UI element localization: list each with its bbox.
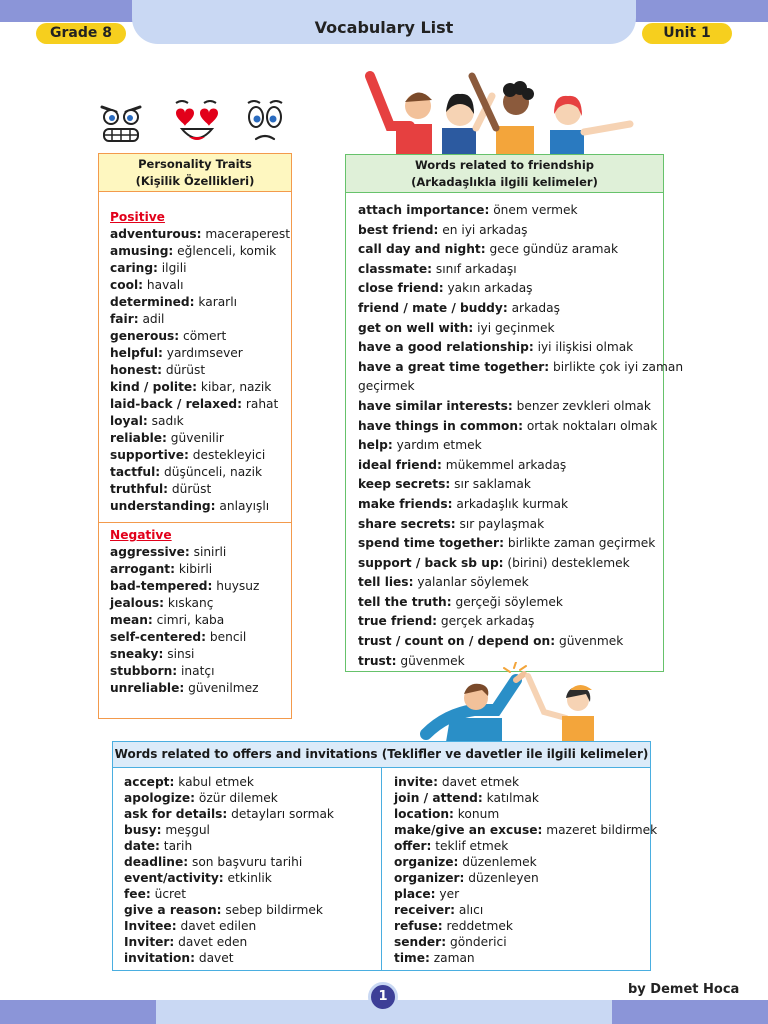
vocab-meaning: alıcı: [455, 903, 484, 917]
vocab-entry: [358, 299, 663, 319]
vocab-meaning: sinsi: [163, 647, 195, 661]
vocab-entry: [358, 377, 663, 397]
vocab-meaning: anlayışlı: [215, 499, 270, 513]
vocab-term: have things in common:: [358, 418, 523, 433]
vocab-term: attach importance:: [358, 203, 490, 217]
offers-right-column: [394, 774, 657, 966]
vocab-entry: [358, 260, 663, 280]
vocab-term: reliable:: [110, 431, 167, 445]
vocab-meaning: ortak noktaları olmak: [522, 418, 658, 433]
vocab-entry: [124, 790, 334, 806]
vocab-entry: [394, 918, 657, 934]
vocab-entry: [394, 950, 657, 966]
vocab-term: amusing:: [110, 244, 174, 258]
vocab-meaning: güvenilmez: [184, 681, 259, 695]
vocab-entry: [110, 544, 291, 561]
vocab-meaning: destekleyici: [188, 448, 266, 462]
vocab-term: fair:: [110, 312, 139, 326]
vocab-meaning: ücret: [150, 887, 187, 901]
vocab-entry: [358, 475, 663, 495]
friendship-words-list: [346, 193, 684, 671]
friendship-subtitle: (Arkadaşlıkla ilgili kelimeler): [411, 175, 598, 189]
vocab-meaning: sınıf arkadaşı: [432, 261, 517, 276]
vocab-meaning: sır paylaşmak: [455, 516, 545, 531]
offers-left-column: [124, 774, 334, 966]
vocab-entry: [124, 870, 334, 886]
unit-badge: Unit 1: [642, 23, 732, 44]
vocab-term: honest:: [110, 363, 162, 377]
vocab-entry: [358, 201, 663, 221]
vocab-term: generous:: [110, 329, 180, 343]
vocab-term: receiver:: [394, 903, 456, 917]
vocab-entry: [358, 279, 663, 299]
author-credit: by Demet Hoca: [628, 982, 740, 997]
vocab-entry: [110, 328, 291, 345]
personality-traits-heading: [99, 154, 291, 192]
vocab-term: date:: [124, 839, 160, 853]
vocab-term: tell lies:: [358, 575, 414, 590]
vocab-meaning: sebep bildirmek: [221, 903, 323, 917]
vocab-term: aggressive:: [110, 545, 190, 559]
vocab-entry: [110, 680, 291, 697]
vocab-entry: [358, 534, 663, 554]
vocab-entry: [110, 629, 291, 646]
vocab-term: friend / mate / buddy:: [358, 300, 508, 315]
vocab-meaning: güvenilir: [166, 431, 224, 445]
vocab-term: get on well with:: [358, 320, 474, 335]
vocab-term: loyal:: [110, 414, 148, 428]
vocab-term: unreliable:: [110, 681, 185, 695]
friendship-words-box: [345, 154, 684, 672]
vocab-term: helpful:: [110, 346, 163, 360]
vocab-entry: [110, 345, 291, 362]
vocab-term: supportive:: [110, 448, 189, 462]
negative-traits-list: [110, 544, 291, 697]
vocab-entry: [110, 578, 291, 595]
vocab-entry: [124, 934, 334, 950]
vocab-term: apologize:: [124, 791, 196, 805]
vocab-term: tactful:: [110, 465, 161, 479]
vocab-entry: [110, 447, 291, 464]
love-face-icon: [176, 101, 218, 140]
vocab-entry: [358, 436, 663, 456]
vocab-entry: [110, 430, 291, 447]
vocab-entry: [358, 632, 663, 652]
vocab-meaning: ilgili: [157, 261, 187, 275]
vocab-term: make/give an excuse:: [394, 823, 543, 837]
vocab-entry: [358, 554, 663, 574]
vocab-meaning: gerçek arkadaş: [437, 614, 535, 629]
personality-traits-subtitle: (Kişilik Özellikleri): [135, 174, 255, 188]
vocab-term: trust / count on / depend on:: [358, 634, 556, 649]
vocab-term: mean:: [110, 613, 153, 627]
vocab-entry: [358, 573, 663, 593]
vocab-meaning: cömert: [179, 329, 227, 343]
vocab-term: laid-back / relaxed:: [110, 397, 242, 411]
vocab-term: classmate:: [358, 261, 433, 276]
vocab-meaning: rahat: [241, 397, 279, 411]
vocab-meaning: inatçı: [177, 664, 215, 678]
offers-heading: Words related to offers and invitations (Teklifler ve davetler ile ilgili kelimeler): [113, 742, 650, 768]
vocab-entry: [394, 934, 657, 950]
vocab-meaning: yakın arkadaş: [443, 281, 533, 296]
vocab-entry: [358, 338, 663, 358]
vocab-term: support / back sb up:: [358, 555, 504, 570]
negative-label: Negative: [110, 528, 172, 542]
vocab-meaning: güvenmek: [555, 634, 624, 649]
vocab-entry: [110, 294, 291, 311]
vocab-term: cool:: [110, 278, 144, 292]
vocab-meaning: gönderici: [446, 935, 507, 949]
vocab-meaning: mükemmel arkadaş: [441, 457, 567, 472]
vocab-meaning: zaman: [429, 951, 475, 965]
vocab-entry: [394, 838, 657, 854]
friendship-title: Words related to friendship: [414, 158, 595, 172]
vocab-meaning: huysuz: [212, 579, 260, 593]
vocab-term: share secrets:: [358, 516, 456, 531]
vocab-meaning: mazeret bildirmek: [542, 823, 658, 837]
vocab-meaning: birlikte zaman geçirmek: [503, 536, 656, 551]
vocab-meaning: önem vermek: [489, 203, 578, 217]
vocab-entry: [110, 379, 291, 396]
vocab-entry: [124, 886, 334, 902]
vocab-term: Inviter:: [124, 935, 175, 949]
personality-traits-title: Personality Traits: [138, 157, 252, 171]
vocab-meaning: kibar, nazik: [197, 380, 272, 394]
vocab-entry: [394, 774, 657, 790]
vocab-term: sneaky:: [110, 647, 164, 661]
vocab-term: organize:: [394, 855, 459, 869]
positive-traits-list: [110, 226, 291, 515]
column-divider: [381, 768, 382, 971]
personality-traits-box: [98, 153, 292, 719]
vocab-term: sender:: [394, 935, 447, 949]
vocab-term: trust:: [358, 653, 397, 668]
vocab-meaning: reddetmek: [442, 919, 513, 933]
vocab-entry: [124, 918, 334, 934]
vocab-term: understanding:: [110, 499, 216, 513]
vocab-term: join / attend:: [394, 791, 483, 805]
vocab-term: ask for details:: [124, 807, 228, 821]
vocab-term: adventurous:: [110, 227, 202, 241]
vocab-meaning: davet edilen: [176, 919, 257, 933]
vocab-meaning: yardımsever: [162, 346, 243, 360]
vocab-entry: [110, 464, 291, 481]
vocab-meaning: yalanlar söylemek: [413, 575, 529, 590]
vocab-meaning: arkadaşlık kurmak: [452, 496, 569, 511]
vocab-entry: [358, 417, 663, 437]
vocab-meaning: güvenmek: [396, 653, 465, 668]
vocab-meaning: yardım etmek: [392, 438, 482, 453]
surprised-face-icon: [248, 101, 282, 139]
vocab-entry: [358, 319, 663, 339]
vocab-entry: [110, 561, 291, 578]
vocab-term: true friend:: [358, 614, 438, 629]
vocab-term: self-centered:: [110, 630, 206, 644]
vocab-entry: [124, 950, 334, 966]
vocab-meaning: iyi geçinmek: [473, 320, 555, 335]
divider: [99, 522, 292, 523]
vocab-entry: [394, 902, 657, 918]
vocab-meaning: birlikte çok iyi zaman: [549, 359, 684, 374]
vocab-meaning: meşgul: [161, 823, 210, 837]
vocab-entry: [110, 226, 291, 243]
vocab-meaning: sinirli: [189, 545, 227, 559]
friendship-heading: [346, 155, 663, 193]
vocab-entry: [358, 358, 684, 378]
vocab-meaning: arkadaş: [507, 300, 560, 315]
offers-invitations-box: [112, 741, 658, 971]
vocab-term: stubborn:: [110, 664, 178, 678]
vocab-term: refuse:: [394, 919, 443, 933]
vocab-term: have similar interests:: [358, 398, 513, 413]
vocab-term: bad-tempered:: [110, 579, 213, 593]
vocab-meaning: teklif etmek: [431, 839, 509, 853]
vocab-term: Invitee:: [124, 919, 177, 933]
vocab-entry: [358, 593, 663, 613]
vocab-meaning: düşünceli, nazik: [160, 465, 263, 479]
vocab-meaning: havalı: [143, 278, 184, 292]
vocab-term: invite:: [394, 775, 438, 789]
angry-face-icon: [102, 107, 140, 141]
vocab-term: ideal friend:: [358, 457, 442, 472]
vocab-entry: [110, 498, 291, 515]
vocab-meaning: kabul etmek: [174, 775, 254, 789]
vocab-meaning: sır saklamak: [450, 477, 531, 492]
vocab-meaning: geçirmek: [358, 379, 415, 394]
emoji-faces-illustration: [96, 95, 292, 151]
vocab-entry: [110, 646, 291, 663]
vocab-entry: [124, 774, 334, 790]
vocab-term: make friends:: [358, 496, 453, 511]
vocab-meaning: bencil: [205, 630, 247, 644]
vocab-entry: [110, 396, 291, 413]
vocab-term: offer:: [394, 839, 432, 853]
vocab-meaning: dürüst: [168, 482, 212, 496]
vocab-entry: [358, 240, 663, 260]
vocab-entry: [124, 854, 334, 870]
vocab-entry: [110, 663, 291, 680]
vocab-term: determined:: [110, 295, 195, 309]
vocab-entry: [124, 806, 334, 822]
vocab-term: tell the truth:: [358, 594, 452, 609]
page-number: 1: [368, 982, 398, 1012]
vocab-entry: [394, 790, 657, 806]
vocab-meaning: davet etmek: [437, 775, 520, 789]
vocab-term: accept:: [124, 775, 175, 789]
vocab-meaning: maceraperest: [201, 227, 291, 241]
vocab-term: arrogant:: [110, 562, 175, 576]
vocab-meaning: iyi ilişkisi olmak: [533, 340, 634, 355]
vocab-term: busy:: [124, 823, 162, 837]
page-title: Vocabulary List: [314, 18, 454, 37]
vocab-entry: [358, 495, 663, 515]
vocab-entry: [110, 481, 291, 498]
vocab-entry: [110, 595, 291, 612]
vocab-entry: [110, 311, 291, 328]
vocab-entry: [358, 515, 663, 535]
vocab-term: have a good relationship:: [358, 340, 534, 355]
vocab-entry: [110, 260, 291, 277]
vocab-term: truthful:: [110, 482, 169, 496]
vocab-meaning: gece gündüz aramak: [485, 242, 619, 257]
vocab-term: jealous:: [110, 596, 165, 610]
vocab-term: help:: [358, 438, 393, 453]
vocab-entry: [394, 870, 657, 886]
vocab-term: caring:: [110, 261, 158, 275]
vocab-meaning: adil: [138, 312, 165, 326]
vocab-meaning: katılmak: [482, 791, 539, 805]
vocab-meaning: eğlenceli, komik: [173, 244, 277, 258]
vocab-term: time:: [394, 951, 430, 965]
grade-badge: Grade 8: [36, 23, 126, 44]
high-five-illustration: [416, 662, 612, 742]
vocab-term: keep secrets:: [358, 477, 451, 492]
vocab-term: close friend:: [358, 281, 444, 296]
vocab-entry: [358, 456, 663, 476]
vocab-meaning: (birini) desteklemek: [503, 555, 630, 570]
vocab-meaning: kibirli: [174, 562, 213, 576]
vocab-entry: [358, 397, 663, 417]
vocab-meaning: özür dilemek: [195, 791, 278, 805]
vocab-meaning: benzer zevkleri olmak: [512, 398, 651, 413]
vocab-meaning: detayları sormak: [227, 807, 334, 821]
vocab-term: location:: [394, 807, 454, 821]
vocab-term: spend time together:: [358, 536, 504, 551]
vocab-entry: [394, 854, 657, 870]
vocab-term: give a reason:: [124, 903, 222, 917]
vocab-meaning: kıskanç: [164, 596, 214, 610]
vocab-entry: [110, 277, 291, 294]
vocab-entry: [394, 822, 657, 838]
vocab-meaning: cimri, kaba: [152, 613, 225, 627]
vocab-entry: [110, 612, 291, 629]
vocab-meaning: sadık: [147, 414, 184, 428]
vocab-entry: [394, 806, 657, 822]
vocab-entry: [394, 886, 657, 902]
vocab-meaning: dürüst: [161, 363, 206, 377]
vocab-term: place:: [394, 887, 436, 901]
vocab-entry: [110, 413, 291, 430]
vocab-entry: [358, 612, 663, 632]
vocab-term: best friend:: [358, 222, 439, 237]
vocab-term: have a great time together:: [358, 359, 550, 374]
vocab-term: call day and night:: [358, 242, 486, 257]
vocab-term: organizer:: [394, 871, 465, 885]
vocab-meaning: gerçeği söylemek: [451, 594, 563, 609]
vocab-meaning: düzenleyen: [464, 871, 539, 885]
vocab-term: kind / polite:: [110, 380, 198, 394]
vocab-entry: [124, 902, 334, 918]
vocab-meaning: düzenlemek: [458, 855, 537, 869]
vocab-meaning: konum: [453, 807, 500, 821]
positive-label: Positive: [110, 210, 165, 224]
vocab-meaning: kararlı: [194, 295, 237, 309]
vocab-term: deadline:: [124, 855, 189, 869]
vocab-entry: [358, 221, 663, 241]
vocab-entry: [124, 838, 334, 854]
friends-group-illustration: [360, 68, 646, 156]
vocab-entry: [110, 362, 291, 379]
vocab-meaning: davet: [194, 951, 234, 965]
vocab-term: event/activity:: [124, 871, 224, 885]
vocab-meaning: yer: [435, 887, 460, 901]
vocab-entry: [124, 822, 334, 838]
vocab-meaning: tarih: [159, 839, 193, 853]
vocab-term: invitation:: [124, 951, 195, 965]
vocab-entry: [110, 243, 291, 260]
vocab-meaning: en iyi arkadaş: [438, 222, 528, 237]
vocab-meaning: davet eden: [174, 935, 248, 949]
vocab-meaning: etkinlik: [223, 871, 272, 885]
vocab-term: fee:: [124, 887, 151, 901]
vocab-meaning: son başvuru tarihi: [188, 855, 303, 869]
